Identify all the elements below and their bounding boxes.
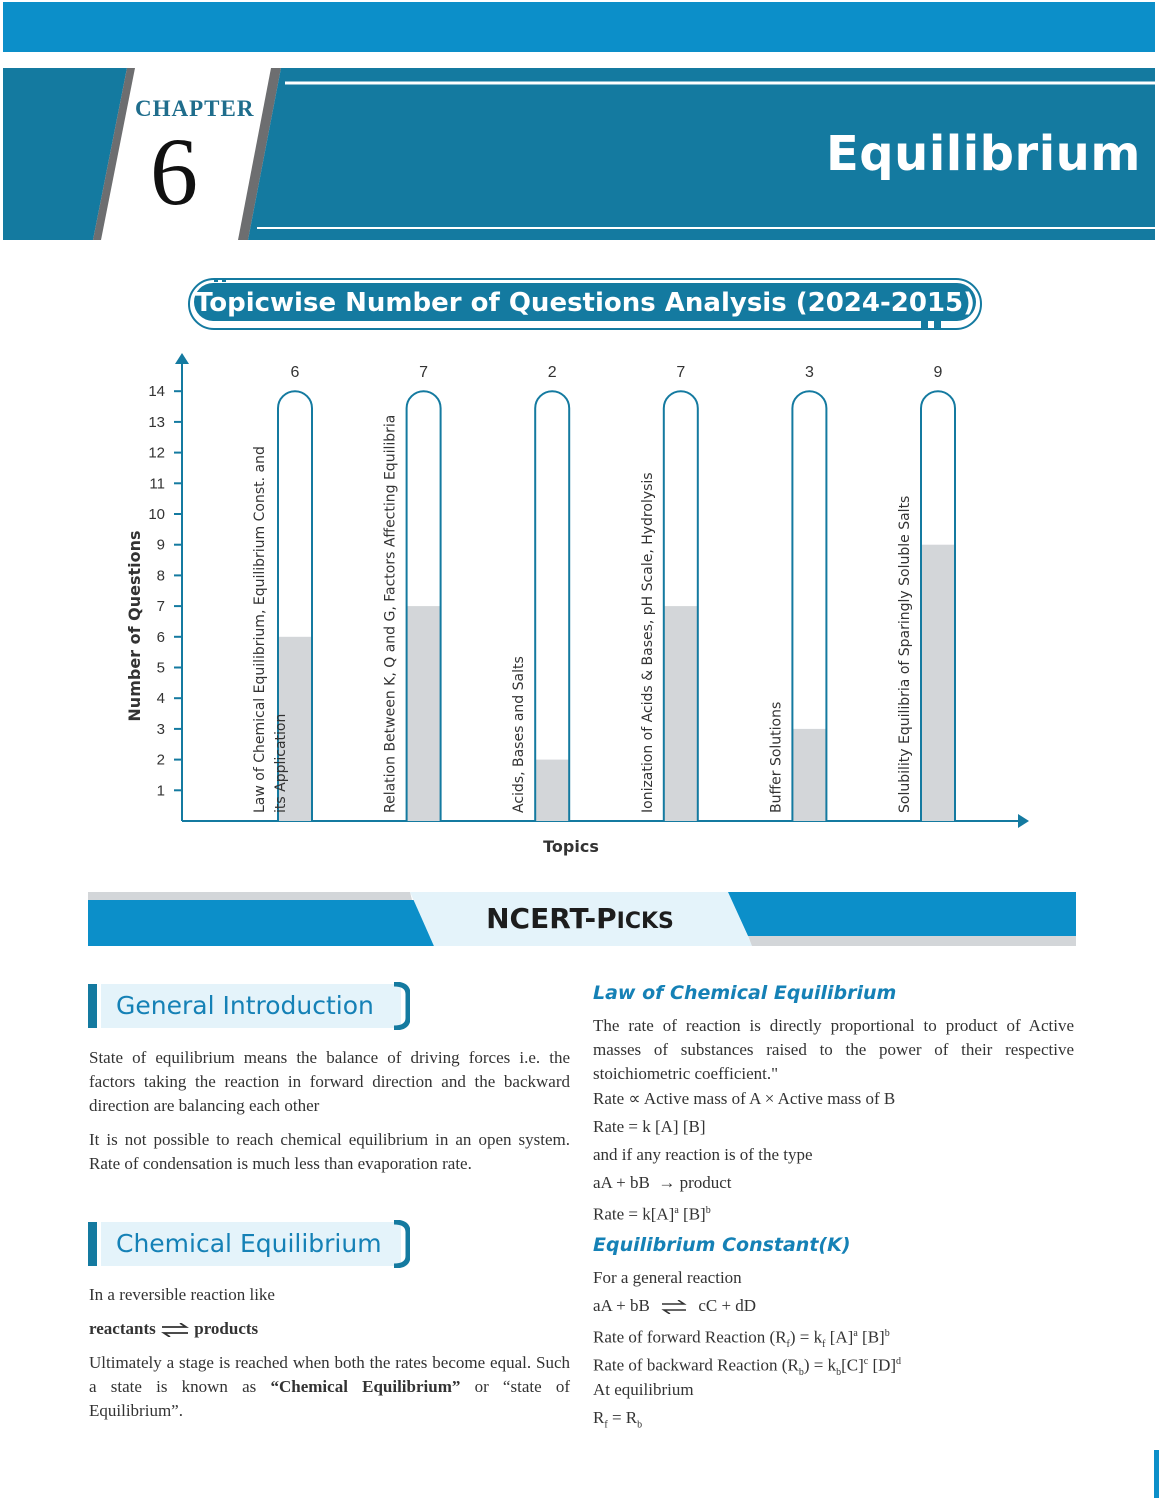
category-label: Buffer Solutions — [768, 701, 785, 813]
y-tick-label: 6 — [156, 628, 165, 646]
y-tick-label: 4 — [156, 690, 165, 708]
category-label: its Application — [273, 713, 289, 813]
bar-value-label: 9 — [933, 364, 943, 382]
category-label: Solubility Equilibria of Sparingly Soluble Salts — [897, 495, 913, 813]
eqk-at-equilibrium: At equilibrium — [593, 1380, 694, 1399]
y-tick-label: 8 — [156, 567, 165, 585]
chapter-number: 6 — [150, 118, 198, 225]
chemical-equilibrium-paragraph: Ultimately a stage is reached when both the rates become equal. Such a state is known as “Chemical Equilibrium” or “state of Equilibrium”. — [89, 1353, 570, 1420]
law-paragraph: The rate of reaction is directly proportional to product of Active masses of substances raised to the power of their respective stoichiometric coefficient." — [593, 1016, 1074, 1083]
chapter-label: CHAPTER — [135, 96, 255, 121]
products-text: products — [194, 1319, 259, 1338]
bar — [535, 760, 569, 821]
equilibrium-arrows-icon — [660, 1300, 688, 1314]
y-tick-label: 5 — [156, 659, 165, 677]
y-axis-title: Number of Questions — [125, 530, 144, 722]
y-tick-label: 7 — [156, 598, 165, 616]
eqk-rate-equality: $R_f = R_b$ — [593, 1408, 643, 1431]
page-edge-marker — [1154, 1450, 1159, 1498]
general-intro-paragraph-1: State of equilibrium means the balance of driving forces i.e. the factors taking the reaction in forward direction and the backward direction are balancing each other — [89, 1048, 570, 1115]
y-tick-label: 12 — [148, 444, 165, 462]
ncert-picks-title: NCERT-PICKS — [486, 902, 674, 935]
category-label: Ionization of Acids & Bases, pH Scale, Hydrolysis — [639, 472, 656, 813]
bar-tube-outline — [535, 391, 569, 821]
bar — [664, 606, 698, 821]
eqk-line-2: aA + bB cC + dD — [593, 1296, 757, 1315]
chemical-equilibrium-intro: In a reversible reaction like — [89, 1285, 275, 1304]
bar — [921, 545, 955, 821]
y-tick-label: 1 — [156, 782, 165, 800]
category-label: Acids, Bases and Salts — [511, 656, 528, 813]
y-tick-label: 11 — [149, 475, 165, 493]
law-line-4: aA + bB → product — [593, 1173, 732, 1192]
y-tick-label: 10 — [148, 506, 165, 523]
y-tick-label: 3 — [156, 720, 165, 738]
category-label: Relation Between K, Q and G, Factors Affecting Equilibria — [382, 414, 399, 813]
chapter-title: Equilibrium — [826, 126, 1141, 182]
reversible-reaction-line — [89, 1317, 258, 1341]
analysis-title: Topicwise Number of Questions Analysis (2024-2015) — [194, 288, 976, 318]
top-color-bar — [3, 2, 1155, 52]
eqk-line-1: For a general reaction — [593, 1268, 742, 1287]
bar-value-label: 3 — [804, 364, 814, 382]
bar-value-label: 7 — [676, 364, 686, 382]
y-tick-label: 9 — [156, 536, 165, 554]
x-axis-title: Topics — [543, 837, 599, 856]
chemical-equilibrium-heading: Chemical Equilibrium — [116, 1229, 382, 1258]
eqk-backward-rate: Rate of backward Reaction $(R_b) = k_b[C]^c$ $[D]^d$ — [593, 1355, 902, 1379]
topicwise-bar-chart — [0, 340, 1163, 870]
bar — [792, 729, 826, 821]
y-tick-label: 2 — [156, 751, 165, 769]
law-line-2: Rate = k [A] [B] — [593, 1117, 706, 1136]
general-intro-paragraph-2: It is not possible to reach chemical equilibrium in an open system. Rate of condensation is much less than evaporation rate. — [89, 1130, 570, 1173]
bar-value-label: 7 — [419, 364, 429, 382]
bar-value-label: 2 — [547, 364, 557, 382]
category-label: Law of Chemical Equilibrium, Equilibrium Const. and — [252, 446, 268, 813]
reactants-text: reactants — [89, 1319, 156, 1338]
general-intro-heading: General Introduction — [116, 991, 374, 1020]
equilibrium-constant-heading: Equilibrium Constant(K) — [593, 1234, 851, 1256]
law-line-5: Rate = $k[A]^a$ $[B]^b$ — [593, 1204, 711, 1224]
eqk-forward-rate: Rate of forward Reaction $(R_f) = k_f$ $[A]^a$ $[B]^b$ — [593, 1327, 890, 1351]
x-axis-arrow-icon — [1018, 814, 1029, 828]
law-line-1: Rate ∝ Active mass of A × Active mass of B — [593, 1089, 896, 1108]
law-heading: Law of Chemical Equilibrium — [593, 982, 897, 1004]
y-axis-arrow-icon — [175, 353, 189, 364]
bar-value-label: 6 — [290, 364, 300, 382]
y-tick-label: 13 — [148, 413, 165, 431]
bar — [407, 606, 441, 821]
law-line-3: and if any reaction is of the type — [593, 1145, 813, 1164]
y-tick-label: 14 — [148, 383, 165, 401]
equilibrium-arrows-icon — [160, 1323, 190, 1337]
